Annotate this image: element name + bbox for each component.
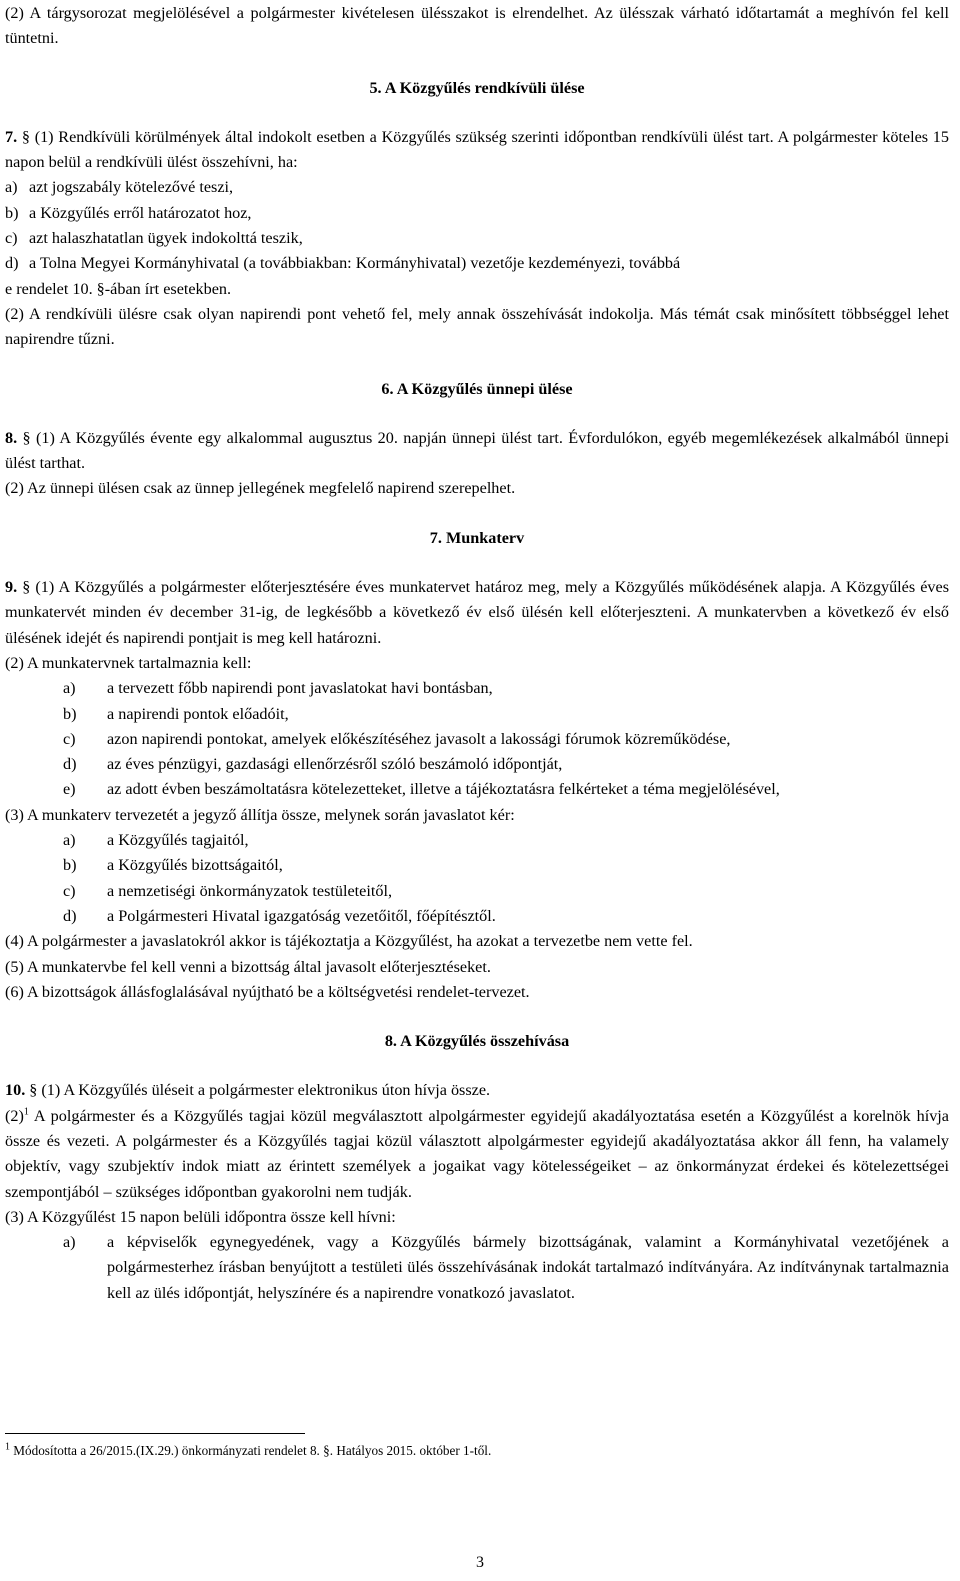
- list-item: d) a Tolna Megyei Kormányhivatal (a továbbiakban: Kormányhivatal) vezetője kezdeményezi, továbbá: [5, 254, 681, 273]
- paragraph: (3) A munkaterv tervezetét a jegyző állítja össze, melynek során javaslatot kér:: [5, 805, 515, 824]
- paragraph: $(2)^1$ A polgármester és a Közgyűlés tagjai közül megválasztott alpolgármester egyidejű akadályoztatása esetén a Közgyűlést a korelnök hívja össze és vezeti. A polgármester és a Közgyűlés tagjai közül választott alpolgármester egyidejű akadályoztatása akkor áll fenn, ha valamely objektív, vagy szubjektív indok miatt az érintett személyek a jogaikat vagy kötelességeiket – az önkormányzat érdekei és kötelezettségei szempontjából – szükséges időpontban gyakorolni nem tudják.: [5, 1106, 949, 1201]
- list-item: b) a Közgyűlés bizottságaitól,: [63, 856, 283, 875]
- section-heading: 7. Munkaterv: [429, 528, 525, 547]
- section-heading: 6. A Közgyűlés ünnepi ülése: [381, 379, 573, 398]
- list-item: b) a napirendi pontok előadóit,: [63, 704, 289, 723]
- footnote-number: 1: [5, 1441, 10, 1453]
- list-item: e) az adott évben beszámoltatásra kötelezetteket, illetve a tájékoztatásra felkérteket a téma megjelölésével,: [63, 780, 780, 799]
- section-heading: 8. A Közgyűlés összehívása: [384, 1032, 570, 1051]
- section-number: 8.: [5, 428, 18, 447]
- list: [5, 175, 949, 276]
- paragraph: (2) A tárgysorozat megjelölésével a polgármester kivételesen ülésszakot is elrendelhet. Az ülésszak várható időtartamát a meghívón fel kell tüntetni.: [5, 4, 949, 48]
- paragraph: (5) A munkatervbe fel kell venni a bizottság által javasolt előterjesztéseket.: [5, 957, 491, 976]
- section-number: 7.: [5, 127, 18, 146]
- list-item: a) a képviselők egynegyedének, vagy a Közgyűlés bármely bizottságának, valamint a Kormányhivatal vezetőjének a polgármesterhez írásban benyújtott a testületi ülés összehívásának indokát tartalmazó indítványára. Az indítványnak tartalmaznia kell az ülés időpontját, helyszínére és a napirendre vonatkozó javaslatot.: [63, 1233, 949, 1302]
- list: [5, 1230, 949, 1306]
- footnote: $^1$ Módosította a 26/2015.(IX.29.) önkormányzati rendelet 8. §. Hatályos 2015. október 1-től.: [5, 1441, 492, 1458]
- paragraph: (2) A munkatervnek tartalmaznia kell:: [5, 653, 252, 672]
- list-item: c) a nemzetiségi önkormányzatok testületeitől,: [63, 881, 392, 900]
- paragraph: 10. § (1) A Közgyűlés üléseit a polgármester elektronikus úton hívja össze.: [5, 1081, 491, 1100]
- paragraph: 7. § (1) Rendkívüli körülmények által indokolt esetben a Közgyűlés szükség szerinti időpontban rendkívüli ülést tart. A polgármester köteles 15 napon belül a rendkívüli ülést összehívni, ha:: [5, 127, 949, 172]
- list: [5, 828, 949, 929]
- footnote-divider: [5, 1433, 305, 1434]
- list-item: d) az éves pénzügyi, gazdasági ellenőrzésről szóló beszámoló időpontját,: [63, 755, 563, 774]
- list: [5, 676, 949, 802]
- paragraph: (2) Az ünnepi ülésen csak az ünnep jellegének megfelelő napirend szerepelhet.: [5, 479, 516, 498]
- section-number: 10.: [5, 1081, 26, 1100]
- list-item: a) a Közgyűlés tagjaitól,: [63, 831, 249, 850]
- footnote-reference[interactable]: 1: [23, 1106, 29, 1118]
- list-item: d) a Polgármesteri Hivatal igazgatóság vezetőitől, főépítésztől.: [63, 906, 496, 925]
- section-heading: 5. A Közgyűlés rendkívüli ülése: [369, 78, 585, 97]
- list-item: a) a tervezett főbb napirendi pont javaslatokat havi bontásban,: [63, 679, 493, 698]
- paragraph: (4) A polgármester a javaslatokról akkor is tájékoztatja a Közgyűlést, ha azokat a tervezetbe nem vette fel.: [5, 932, 693, 951]
- list-item: a) azt jogszabály kötelezővé teszi,: [5, 178, 234, 197]
- list-item: b) a Közgyűlés erről határozatot hoz,: [5, 203, 252, 222]
- paragraph: (6) A bizottságok állásfoglalásával nyújtható be a költségvetési rendelet-tervezet.: [5, 982, 530, 1001]
- paragraph: 8. § (1) A Közgyűlés évente egy alkalommal augusztus 20. napján ünnepi ülést tart. Évfordulókon, egyéb megemlékezések alkalmából ünnepi ülést tarthat.: [5, 428, 950, 473]
- list-item: c) azt halaszhatatlan ügyek indokolttá teszik,: [5, 229, 303, 248]
- paragraph: (2) A rendkívüli ülésre csak olyan napirendi pont vehető fel, mely annak összehívását indokolja. Más témát csak minősített többséggel lehet napirendre tűzni.: [5, 304, 949, 349]
- paragraph: (3) A Közgyűlést 15 napon belüli időpontra össze kell hívni:: [5, 1207, 396, 1226]
- page-number: 3: [476, 1554, 484, 1571]
- paragraph: 9. § (1) A Közgyűlés a polgármester előterjesztésére éves munkatervet határoz meg, mely a Közgyűlés működésének alapja. A Közgyűlés éves munkatervét minden év december 31-ig, de legkésőbb a következő év első ülésén kell előterjeszteni. A munkatervben a következő év első ülésének idejét és napirendi pontjait is meg kell határozni.: [5, 578, 950, 647]
- document-page: [5, 0, 949, 1306]
- list-item: c) azon napirendi pontokat, amelyek előkészítéséhez javasolt a lakossági fórumok közreműködése,: [63, 729, 731, 748]
- paragraph: e rendelet 10. §-ában írt esetekben.: [5, 279, 232, 298]
- section-number: 9.: [5, 578, 18, 597]
